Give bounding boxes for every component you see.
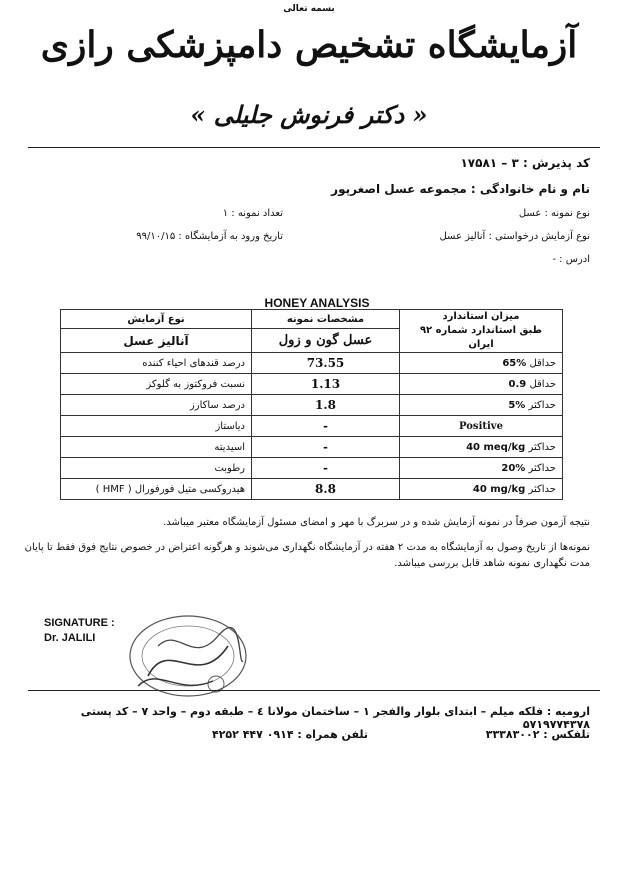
- signature-label: SIGNATURE :: [44, 617, 115, 629]
- table-row: حداکثر 20% - رطوبت: [61, 458, 563, 479]
- doctor-name: « دکتر فرنوش جلیلی »: [190, 100, 428, 129]
- sample-name: عسل گون و زول: [252, 329, 400, 353]
- reception-code: کد پذیرش : ۳ – ۱۷۵۸۱: [460, 156, 590, 170]
- table-row: حداکثر 5% 1.8 درصد ساکارز: [61, 395, 563, 416]
- test-name: آنالیز عسل: [61, 329, 252, 353]
- footer-address: ارومیه : فلکه میلم – ابتدای بلوار والفجر ۱ – ساختمان مولانا ٤ – طبقه دوم – واحد ۷ – کد پستی ۵۷۱۹۷۷۴۳۷۸: [80, 705, 590, 731]
- note-validity: نتیجه آزمون صرفاً در نمونه آزمایش شده و در سربرگ با مهر و امضای مسئول آزمایشگاه معتبر میباشد.: [163, 517, 590, 528]
- table-row: حداکثر 40 mg/kg 8.8 هیدروکسی متیل فورفورال ( HMF ): [61, 479, 563, 500]
- table-row: حداقل 0.9 1.13 نسبت فروکتوز به گلوکز: [61, 374, 563, 395]
- footer-mobile: تلفن همراه : ۰۹۱۴ ۴۴۷ ۴۲۵۲: [212, 728, 368, 741]
- test-type: نوع آزمایش درخواستی : آنالیز عسل: [439, 231, 590, 242]
- header-test: نوع آزمایش: [61, 310, 252, 329]
- results-table: [60, 309, 563, 500]
- sample-count: تعداد نمونه : ۱: [222, 208, 283, 219]
- entry-date: تاریخ ورود به آزمایشگاه : ۹۹/۱۰/۱۵: [136, 231, 283, 242]
- table-row: Positive - دیاستاز: [61, 416, 563, 437]
- note-retention: نمونه‌ها از تاریخ وصول به آزمایشگاه به مدت ۲ هفته در آزمایشگاه نگهداری می‌شوند و هرگونه اعتراض در خصوص نتایج فوق فقط تا پایان: [24, 542, 590, 553]
- header-divider: [28, 147, 600, 148]
- basmala: بسمه تعالی: [283, 4, 335, 14]
- address: ادرس : -: [552, 254, 590, 265]
- note-retention-cont: مدت نگهداری نمونه شاهد قابل بررسی میباشد.: [394, 558, 590, 569]
- lab-name: آزمایشگاه تشخیص دامپزشکی رازی: [40, 24, 578, 66]
- table-row: حداقل 65% 73.55 درصد قندهای احیاء کننده: [61, 353, 563, 374]
- sample-type: نوع نمونه : عسل: [518, 208, 590, 219]
- table-row: حداکثر 40 meq/kg - اسیدیته: [61, 437, 563, 458]
- footer-divider: [28, 690, 600, 691]
- signature-name: Dr. JALILI: [44, 632, 96, 644]
- header-standard: میزان استاندارد طبق استاندارد شماره ۹۲ ایران: [400, 310, 563, 353]
- lab-seal-stamp: [118, 606, 250, 702]
- customer-name: نام و نام خانوادگی : مجموعه عسل اصغرپور: [331, 182, 590, 196]
- analysis-title: HONEY ANALYSIS: [264, 296, 370, 310]
- footer-phone: تلفکس : ۳۳۳۸۳۰۰۲: [485, 728, 590, 741]
- header-spec: مشخصات نمونه: [252, 310, 400, 329]
